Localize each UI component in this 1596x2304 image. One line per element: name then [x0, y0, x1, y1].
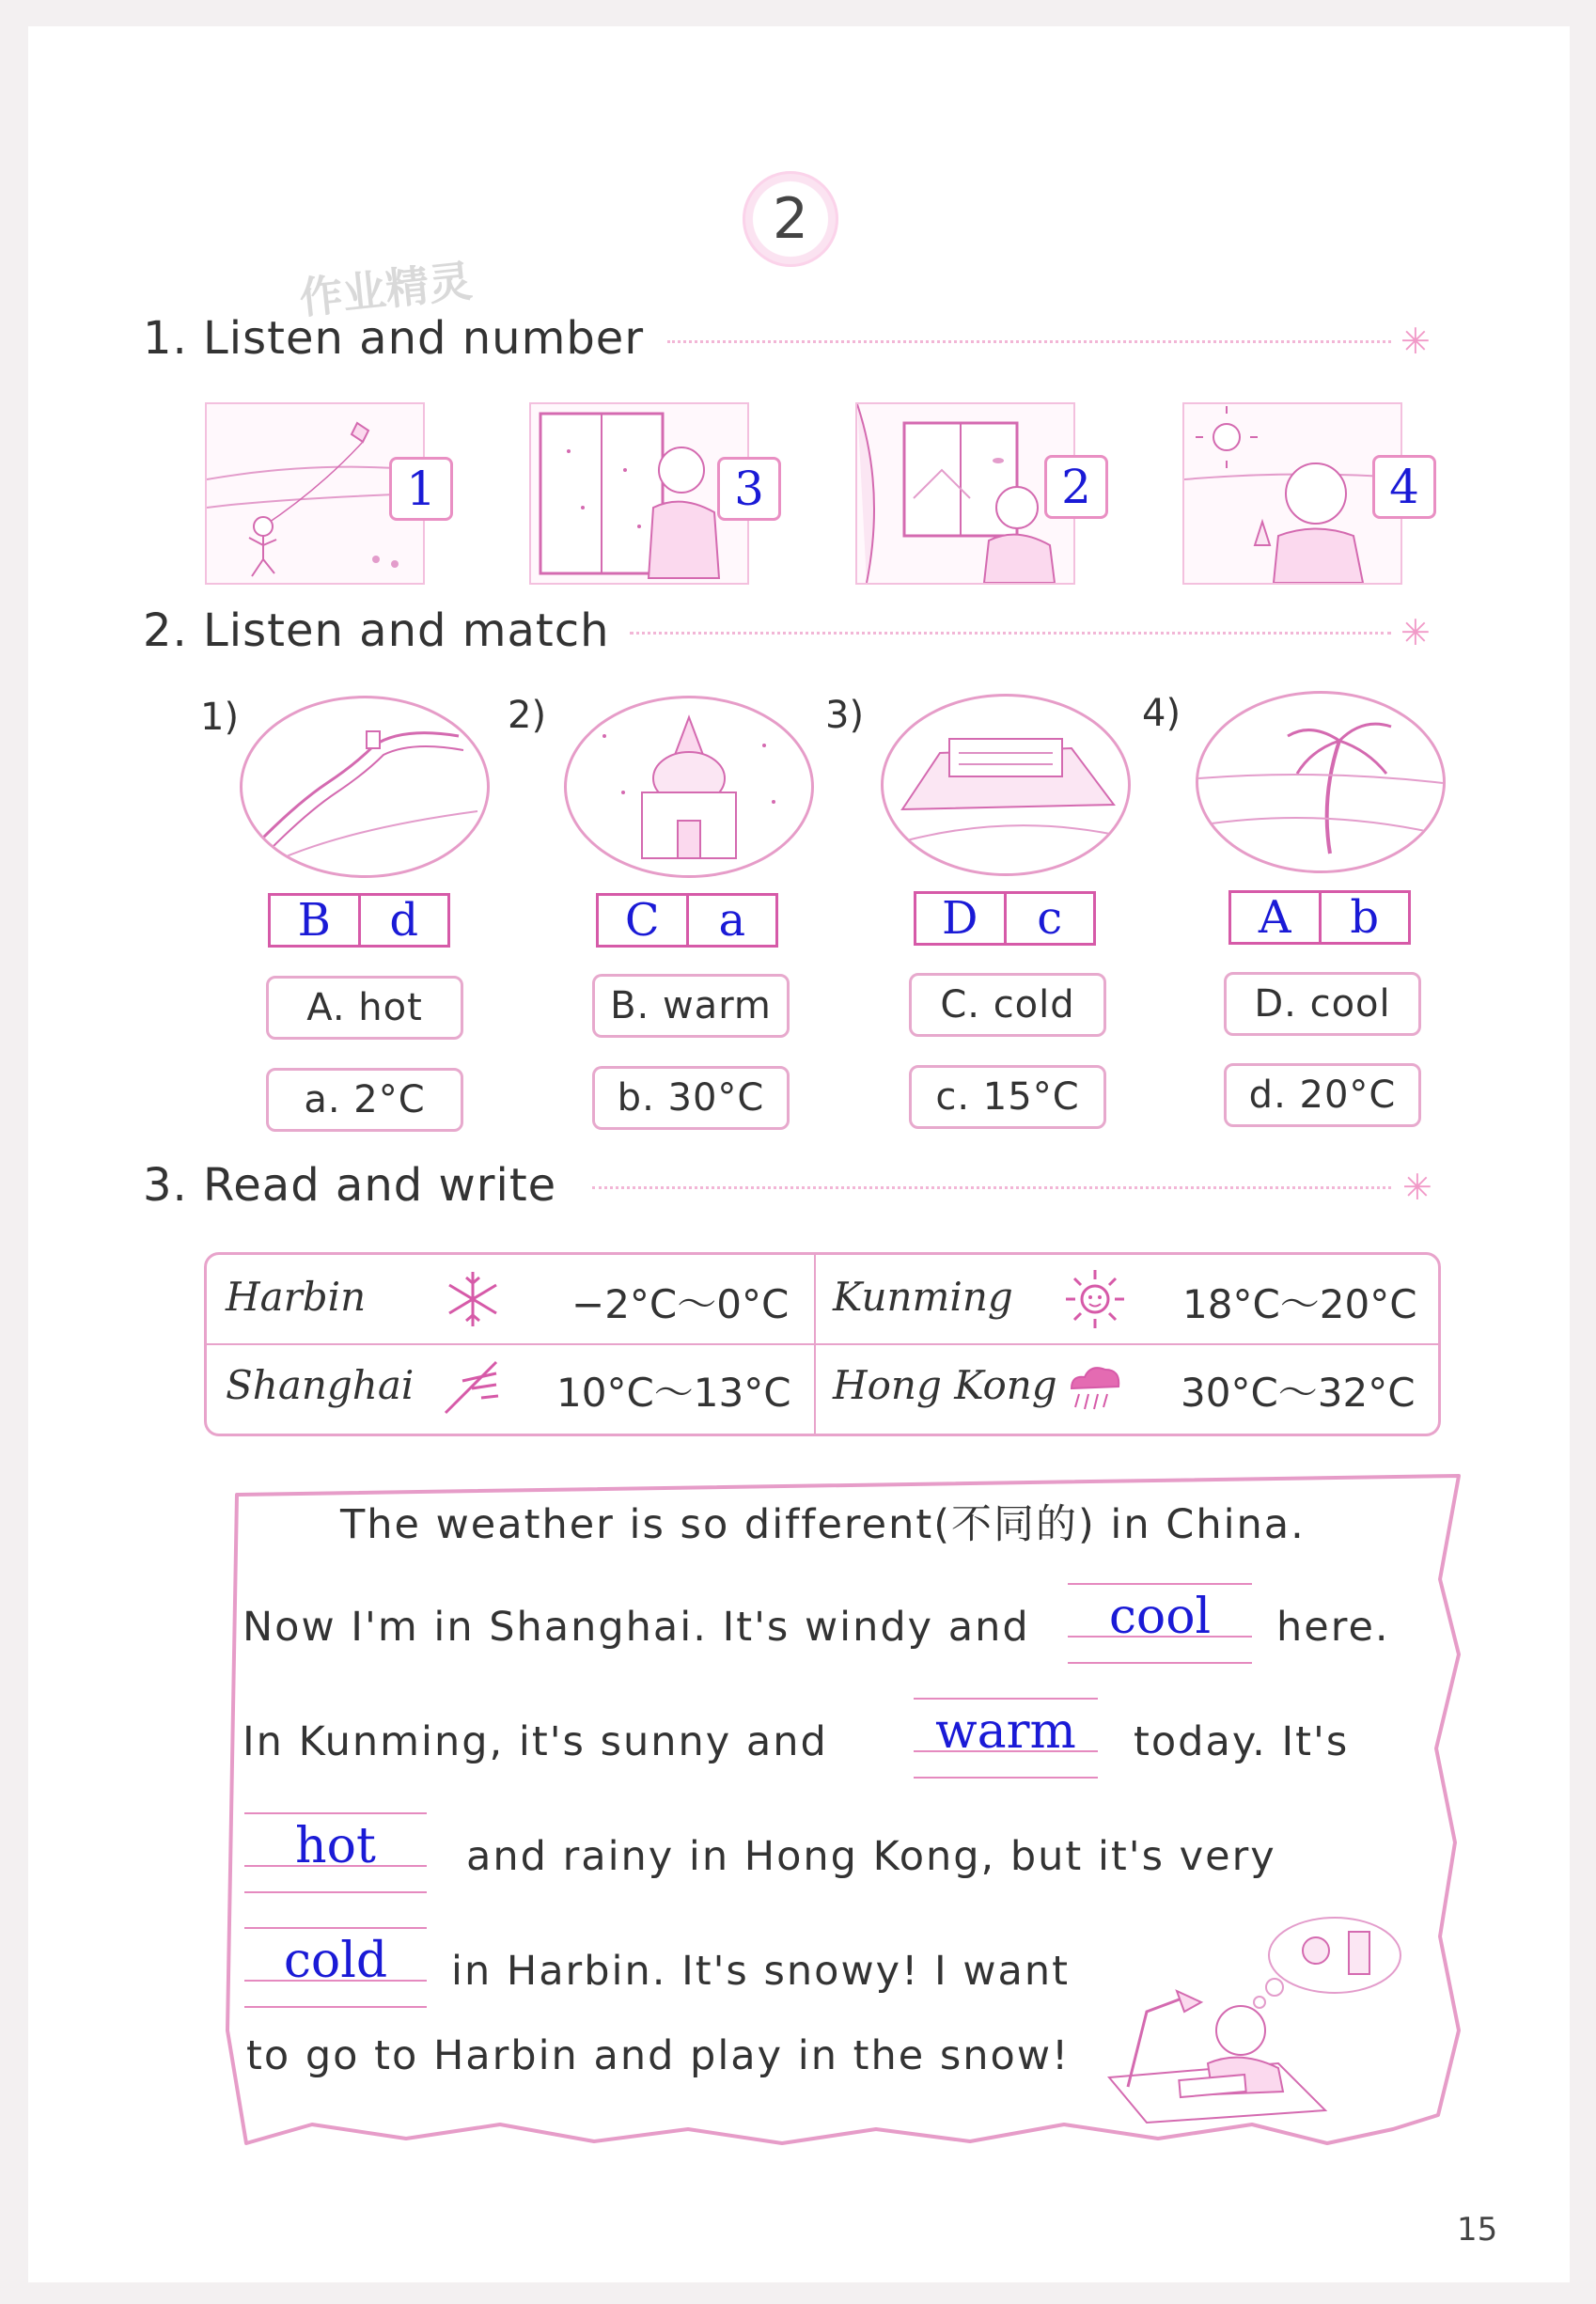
- temperature-option: d. 20°C: [1224, 1063, 1421, 1127]
- passage-line-1: The weather is so different(不同的) in China.: [340, 1501, 1306, 1548]
- answer-letter: c: [1037, 892, 1063, 945]
- city-name: Shanghai: [226, 1362, 415, 1408]
- passage-line-3b: today. It's: [1134, 1718, 1350, 1765]
- blank-line: [1068, 1662, 1252, 1664]
- item-number: 2): [508, 694, 547, 737]
- temperature-option: b. 30°C: [592, 1066, 790, 1130]
- section1-title: 1. Listen and number: [143, 312, 645, 365]
- palm-beach-picture: [1198, 694, 1443, 870]
- word-option: A. hot: [266, 976, 463, 1040]
- blank-line: [1068, 1583, 1252, 1585]
- passage-line-4b: and rainy in Hong Kong, but it's very: [466, 1833, 1276, 1880]
- blank-line: [914, 1777, 1098, 1779]
- watermark: 作业精灵: [296, 255, 475, 324]
- answer-box-4[interactable]: 4: [1372, 455, 1436, 519]
- passage-line-6: to go to Harbin and play in the snow!: [246, 2032, 1071, 2079]
- boy-ice-cream-sun-picture: [1184, 404, 1400, 583]
- word-option: D. cool: [1224, 972, 1421, 1036]
- match-answer-box-2[interactable]: [596, 893, 778, 948]
- picture-2: [529, 402, 749, 585]
- passage-line-2b: here.: [1276, 1604, 1390, 1651]
- answer-word: cold: [283, 1933, 388, 1989]
- temperature-range: 18°C～20°C: [1182, 1281, 1417, 1327]
- temperature-option: a. 2°C: [266, 1068, 463, 1132]
- temperature-option: c. 15°C: [909, 1065, 1106, 1129]
- section2-title: 2. Listen and match: [143, 604, 610, 657]
- answer-letter: D: [916, 894, 1007, 943]
- unit-number-badge: 2: [743, 171, 838, 267]
- answer-letter: a: [718, 894, 746, 947]
- star-icon: ✳: [1400, 612, 1431, 653]
- passage-line-5b: in Harbin. It's snowy! I want: [451, 1948, 1070, 1995]
- answer-blank-3[interactable]: [244, 1810, 427, 1895]
- table-divider: [207, 1343, 1438, 1345]
- answer-blank-2[interactable]: [914, 1696, 1098, 1780]
- answer-blank-1[interactable]: [1068, 1581, 1252, 1666]
- star-icon: ✳: [1402, 1167, 1432, 1208]
- sun-icon: [1064, 1268, 1126, 1330]
- answer-letter: b: [1350, 891, 1380, 944]
- city-name: Harbin: [226, 1274, 367, 1320]
- item-number: 1): [200, 696, 240, 739]
- item-number: 4): [1142, 692, 1181, 735]
- star-icon: ✳: [1400, 321, 1431, 362]
- girl-window-snow-picture: [531, 404, 747, 583]
- answer-word: hot: [295, 1818, 376, 1874]
- answer-blank-4[interactable]: [244, 1925, 427, 2010]
- answer-letter: d: [389, 894, 419, 947]
- word-option: C. cold: [909, 973, 1106, 1037]
- section3-title: 3. Read and write: [143, 1159, 557, 1212]
- divider: [630, 632, 1391, 635]
- girl-window-leaves-picture: [857, 404, 1073, 583]
- match-answer-box-1[interactable]: [268, 893, 450, 948]
- picture-4: [1182, 402, 1402, 585]
- match-answer-box-4[interactable]: [1228, 890, 1411, 945]
- snowflake-icon: [442, 1268, 504, 1330]
- passage-line-3a: In Kunming, it's sunny and: [243, 1718, 828, 1765]
- harbin-church-picture: [567, 698, 811, 875]
- table-divider: [814, 1255, 816, 1434]
- divider: [592, 1186, 1391, 1189]
- answer-box-2[interactable]: 3: [717, 457, 781, 521]
- answer-letter: B: [271, 896, 361, 945]
- boy-writing-desk-picture: [1090, 1908, 1410, 2124]
- blank-line: [244, 1812, 427, 1814]
- answer-word: cool: [1108, 1589, 1212, 1645]
- temperature-range: 10°C～13°C: [556, 1370, 791, 1416]
- potala-palace-picture: [884, 697, 1128, 873]
- weather-table: [204, 1252, 1441, 1436]
- word-option: B. warm: [592, 974, 790, 1038]
- picture-3: [855, 402, 1075, 585]
- picture-oval-2: [564, 696, 814, 878]
- great-wall-picture: [243, 698, 487, 875]
- match-answer-box-3[interactable]: [914, 891, 1096, 946]
- blank-line: [914, 1698, 1098, 1700]
- picture-oval-3: [881, 694, 1131, 876]
- answer-letter: C: [599, 896, 689, 945]
- item-number: 3): [825, 694, 865, 737]
- city-name: Kunming: [833, 1274, 1013, 1320]
- wind-icon: [440, 1356, 502, 1418]
- rain-cloud-icon: [1064, 1356, 1126, 1418]
- passage-line-2a: Now I'm in Shanghai. It's windy and: [243, 1604, 1030, 1651]
- temperature-range: −2°C～0°C: [571, 1281, 790, 1327]
- blank-line: [244, 2006, 427, 2008]
- temperature-range: 30°C～32°C: [1181, 1370, 1416, 1416]
- picture-oval-1: [240, 696, 490, 878]
- answer-box-3[interactable]: 2: [1044, 455, 1108, 519]
- blank-line: [244, 1927, 427, 1929]
- answer-box-1[interactable]: 1: [389, 457, 453, 521]
- divider: [667, 340, 1391, 343]
- city-name: Hong Kong: [833, 1362, 1057, 1408]
- picture-oval-4: [1196, 691, 1446, 873]
- answer-word: warm: [935, 1703, 1076, 1760]
- blank-line: [244, 1891, 427, 1893]
- answer-letter: A: [1231, 893, 1322, 942]
- page-number: 15: [1457, 2211, 1498, 2249]
